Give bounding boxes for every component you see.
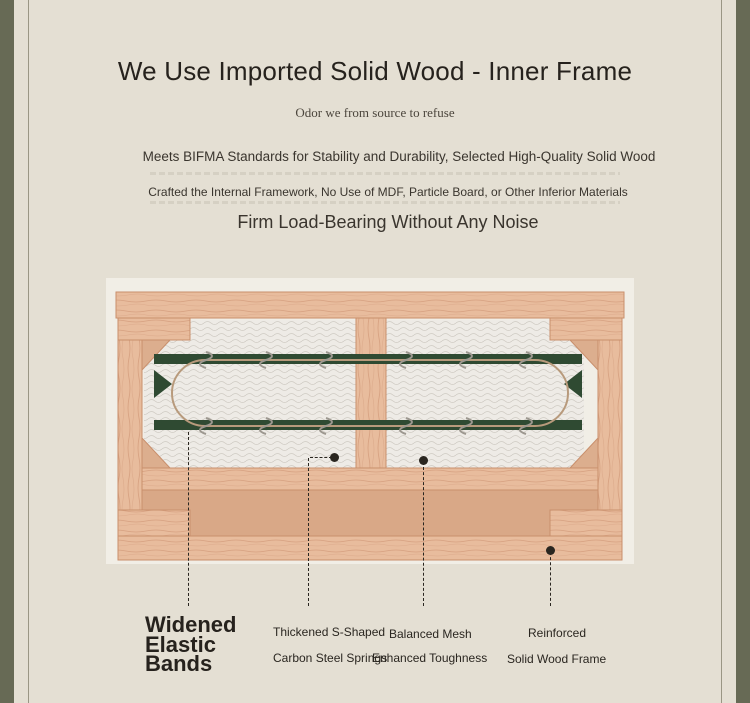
description-line-3: Firm Load-Bearing Without Any Noise [237,212,539,232]
mesh-label-line-2: Enhanced Toughness [372,651,488,665]
elastic-bands-line-3: Bands [145,651,213,676]
frame-label-line-2: Solid Wood Frame [507,652,607,666]
page-subtitle: Odor we from source to refuse [295,105,455,120]
wood-frame-svg [106,278,634,564]
mesh-label-line-1: Balanced Mesh [389,627,472,641]
description-line-2: Crafted the Internal Framework, No Use of MDF, Particle Board, or Other Inferior Materials [148,185,628,199]
springs-label-line-1: Thickened S-Shaped [273,625,386,639]
mesh-marker-dot [419,456,428,465]
mesh-connector [423,462,424,606]
elastic-bands-line-1: Widened [145,612,237,637]
springs-label-line-2: Carbon Steel Springs [273,651,388,665]
description-line-1: Meets BIFMA Standards for Stability and Durability, Selected High-Quality Solid Wood [142,149,656,164]
elastic-bands-connector [188,432,189,606]
elastic-bands-line-2: Elastic [145,631,216,657]
page-title: We Use Imported Solid Wood - Inner Frame [117,56,633,86]
frame-connector [550,552,551,606]
springs-marker-dot [330,453,339,462]
springs-connector-horizontal [310,457,332,458]
frame-marker-dot [546,546,555,555]
wood-frame-illustration [106,278,634,564]
faded-text-decoration [150,201,620,204]
frame-label-line-1: Reinforced [528,626,587,640]
faded-text-decoration [150,172,620,175]
springs-connector [308,458,309,606]
elastic-bands-label [145,612,255,676]
